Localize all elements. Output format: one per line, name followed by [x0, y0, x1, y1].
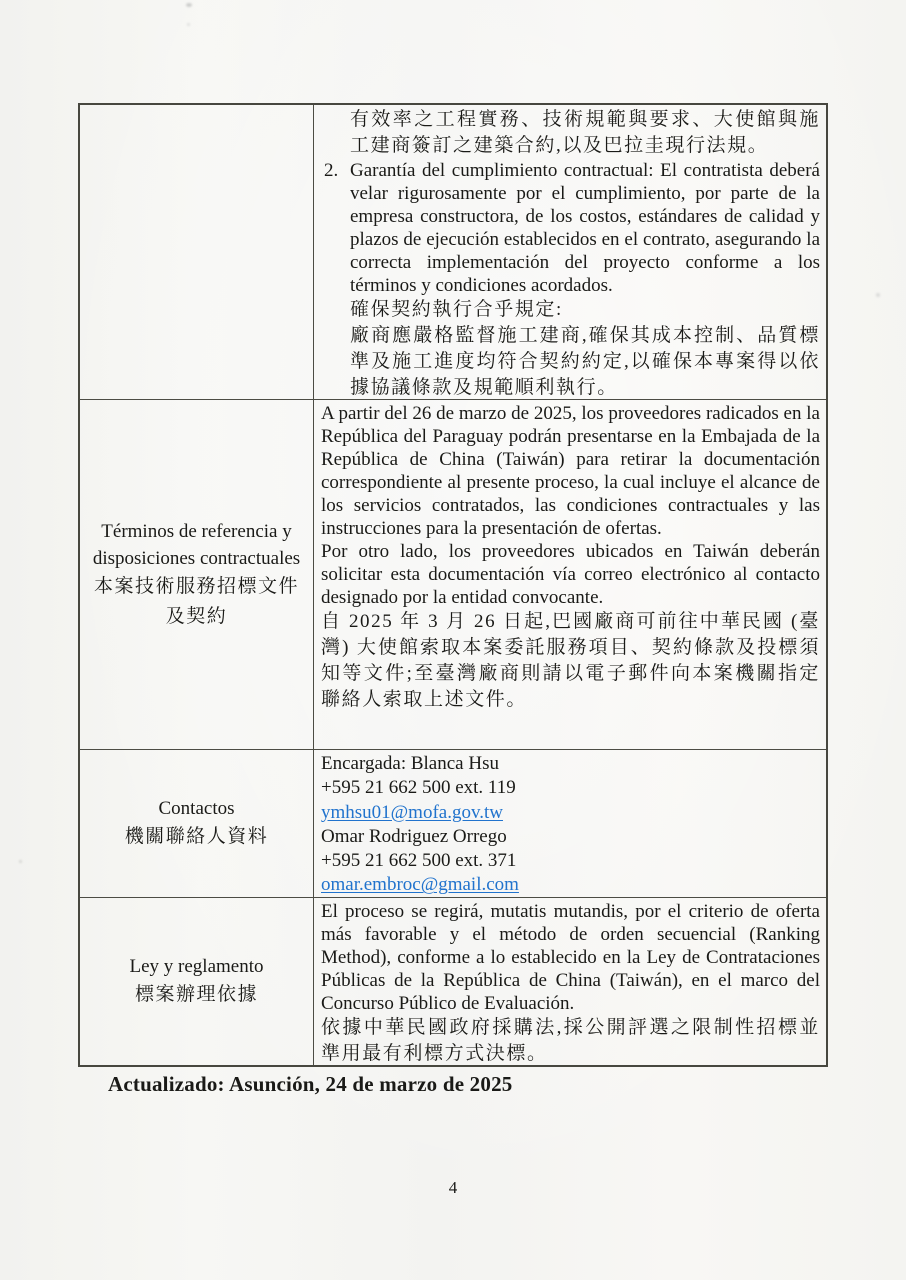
- row2-paragraph-2: Por otro lado, los proveedores ubicados en Taiwán deberán solicitar esta documentación vía correo electrónico al contacto designado por la entidad convocante.: [321, 541, 820, 608]
- row3-content-cell: [314, 749, 826, 897]
- row2-label-cell: [80, 399, 314, 749]
- list-item-2: [321, 159, 820, 399]
- contact-email-1-line: [321, 801, 820, 825]
- row4-label-chinese: 標案辦理依據: [134, 984, 258, 1005]
- updated-date-line: Actualizado: Asunción, 24 de marzo de 2025: [108, 1072, 513, 1096]
- row2-content-cell: [314, 399, 826, 749]
- contact-email-2-line: [321, 873, 820, 897]
- list-item-2-number: 2.: [324, 160, 339, 181]
- item2-chinese-heading: 確保契約執行合乎規定:: [350, 299, 563, 320]
- contact-email-2-link[interactable]: omar.embroc@gmail.com: [321, 874, 519, 896]
- item1-continuation-zh-text: 有效率之工程實務、技術規範與要求、大使館與施工建商簽訂之建築合約,以及巴拉圭現行法規。: [350, 109, 820, 156]
- row4-content-cell: [314, 897, 826, 1065]
- contact-phone-1: +595 21 662 500 ext. 119: [321, 777, 516, 799]
- contact-person-1: Encargada: Blanca Hsu: [321, 753, 499, 774]
- scan-speck: [186, 3, 192, 7]
- contact-person-2: Omar Rodriguez Orrego: [321, 825, 507, 847]
- item2-spanish-text: Garantía del cumplimiento contractual: El contratista deberá velar rigurosamente por el cumplimiento, por parte de la empresa constructora, de los costos, estándares de calidad y plazos de ejecución establecidos en el contrato, asegurando la correcta implementación del proyecto conforme a los términos y condiciones acordados.: [350, 160, 820, 296]
- row3-label-spanish: Contactos: [158, 798, 235, 819]
- row1-label-cell-empty: [80, 105, 314, 399]
- row2-paragraph-3-chinese: 自 2025 年 3 月 26 日起,巴國廠商可前往中華民國 (臺灣) 大使館索取本案委託服務項目、契約條款及投標須知等文件;至臺灣廠商則請以電子郵件向本案機關指定聯絡人索取上述文件。: [321, 611, 820, 710]
- row4-paragraph-chinese: 依據中華民國政府採購法,採公開評選之限制性招標並準用最有利標方式決標。: [321, 1017, 820, 1064]
- row2-paragraph-1: A partir del 26 de marzo de 2025, los proveedores radicados en la República del Paraguay podrán presentarse en la Embajada de la República de China (Taiwán) para retirar la documentación correspondiente al presente proceso, la cual incluye el alcance de los servicios contratados, las condiciones contractuales y las instrucciones para la presentación de ofertas.: [321, 403, 820, 539]
- scan-speck: [876, 293, 880, 297]
- page-number: 4: [448, 1178, 458, 1197]
- contact-email-1-link[interactable]: ymhsu01@mofa.gov.tw: [321, 801, 503, 823]
- row4-label-spanish: Ley y reglamento: [129, 956, 264, 977]
- tender-info-table: [78, 103, 828, 1067]
- row2-label-spanish: Términos de referencia y disposiciones contractuales: [92, 520, 301, 569]
- row4-label-cell: [80, 897, 314, 1065]
- row3-label-cell: [80, 749, 314, 897]
- contact-phone-2: +595 21 662 500 ext. 371: [321, 850, 517, 872]
- scan-speck: [19, 860, 22, 863]
- scan-speck: [187, 23, 190, 26]
- row2-label-chinese: 本案技術服務招標文件及契約: [93, 575, 299, 627]
- row1-content-cell: [314, 105, 826, 399]
- item2-chinese-body: 廠商應嚴格監督施工建商,確保其成本控制、品質標準及施工進度均符合契約約定,以確保本專案得以依據協議條款及規範順利執行。: [350, 325, 820, 398]
- row4-paragraph-spanish: El proceso se regirá, mutatis mutandis, por el criterio de oferta más favorable y el método de orden secuencial (Ranking Method), conforme a lo establecido en la Ley de Contrataciones Públicas de la República de China (Taiwán), en el marco del Concurso Público de Evaluación.: [321, 901, 820, 1014]
- row3-label-chinese: 機關聯絡人資料: [124, 826, 269, 847]
- item1-continuation: [321, 107, 820, 159]
